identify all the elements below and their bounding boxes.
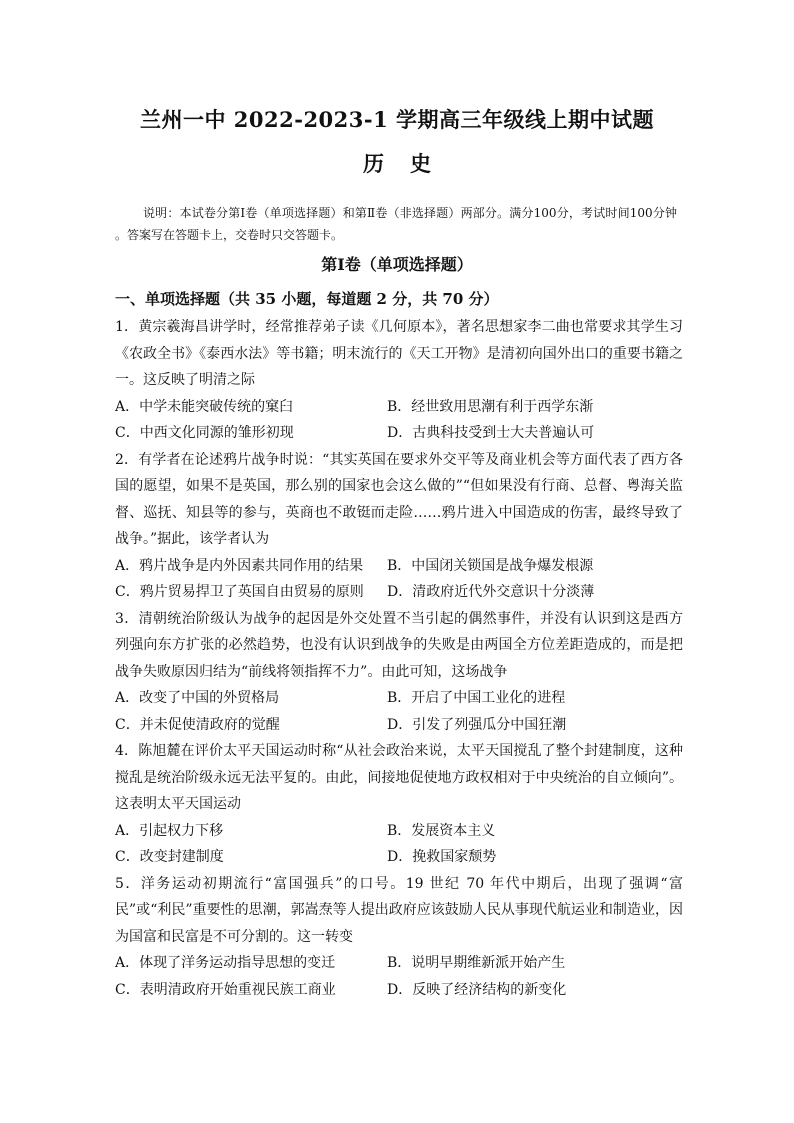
subject-title: 历史 xyxy=(363,151,457,176)
option-d: D．挽救国家颓势 xyxy=(387,849,497,865)
question-4 xyxy=(115,738,683,871)
option-c: C．鸦片贸易捍卫了英国自由贸易的原则 xyxy=(115,584,364,600)
question-3 xyxy=(115,606,683,739)
option-c: C．并未促使清政府的觉醒 xyxy=(115,716,280,733)
exam-instructions: 说明：本试卷分第Ⅰ卷（单项选择题）和第Ⅱ卷（非选择题）两部分。满分100分，考试时间100分钟 。答案写在答题卡上，交卷时只交答题卡。 xyxy=(115,206,677,242)
question-5 xyxy=(115,871,683,1004)
exam-title: 兰州一中 2022-2023-1 学期高三年级线上期中试题 xyxy=(139,107,655,132)
part-title: 一、单项选择题（共 35 小题，每道题 2 分，共 70 分） xyxy=(115,290,499,308)
option-d: D．清政府近代外交意识十分淡薄 xyxy=(387,584,595,600)
option-a: A．引起权力下移 xyxy=(115,822,224,839)
option-list xyxy=(115,685,683,738)
option-c: C．表明清政府开始重视民族工商业 xyxy=(115,981,336,998)
option-d: D．反映了经济结构的新变化 xyxy=(387,981,567,998)
section-title: 第Ⅰ卷（单项选择题） xyxy=(321,255,473,274)
option-c: C．中西文化同源的雏形初现 xyxy=(115,425,294,441)
option-b: B．发展资本主义 xyxy=(387,822,496,839)
option-c: C．改变封建制度 xyxy=(115,849,224,865)
option-list xyxy=(115,394,683,447)
question-stem: 4．陈旭麓在评价太平天国运动时称“从社会政治来说，太平天国搅乱了整个封建制度，这种搅乱是统治阶级永远无法平复的。由此，间接地促使地方政权相对于中央统治的自立倾向”。这表明太平天国运动 xyxy=(115,743,683,812)
option-d: D．引发了列强瓜分中国狂潮 xyxy=(387,716,567,733)
option-a: A．体现了洋务运动指导思想的变迁 xyxy=(115,955,336,971)
question-list xyxy=(115,314,683,1003)
question-1 xyxy=(115,314,683,447)
option-list xyxy=(115,553,683,606)
option-a: A．鸦片战争是内外因素共同作用的结果 xyxy=(115,557,364,574)
option-a: A．中学未能突破传统的窠臼 xyxy=(115,398,294,415)
option-d: D．古典科技受到士大夫普遍认可 xyxy=(387,425,595,441)
option-b: B．中国闭关锁国是战争爆发根源 xyxy=(387,557,594,574)
question-stem: 3．清朝统治阶级认为战争的起因是外交处置不当引起的偶然事件，并没有认识到这是西方列强向东方扩张的必然趋势，也没有认识到战争的失败是由两国全方位差距造成的，而是把战争失败原因归结为“前线将领指挥不力”。由此可知，这场战争 xyxy=(115,610,683,680)
question-2 xyxy=(115,447,683,606)
option-b: B．说明早期维新派开始产生 xyxy=(387,955,566,971)
question-stem: 1．黄宗羲海昌讲学时，经常推荐弟子读《几何原本》，著名思想家李二曲也常要求其学生习《农政全书》《泰西水法》等书籍；明末流行的《天工开物》是清初向国外出口的重要书籍之一。这反映了明清之际 xyxy=(115,319,683,388)
option-list xyxy=(115,950,683,1003)
option-b: B．经世致用思潮有利于西学东渐 xyxy=(387,398,594,415)
option-b: B．开启了中国工业化的进程 xyxy=(387,690,566,706)
question-stem: 5．洋务运动初期流行“富国强兵”的口号。19 世纪 70 年代中期后，出现了强调“富民”或“利民”重要性的思潮，郭嵩焘等人提出政府应该鼓励人民从事现代航运业和制造业，因为国富和民富是不可分割的。这一转变 xyxy=(115,875,683,945)
option-list xyxy=(115,818,683,871)
option-a: A．改变了中国的外贸格局 xyxy=(115,690,280,706)
question-stem: 2．有学者在论述鸦片战争时说：“其实英国在要求外交平等及商业机会等方面代表了西方各国的愿望，如果不是英国，那么别的国家也会这么做的”“但如果没有行商、总督、粤海关监督、巡抚、知县等的参与，英商也不敢铤而走险……鸦片进入中国造成的伤害，最终导致了战争。”据此，该学者认为 xyxy=(115,451,683,547)
